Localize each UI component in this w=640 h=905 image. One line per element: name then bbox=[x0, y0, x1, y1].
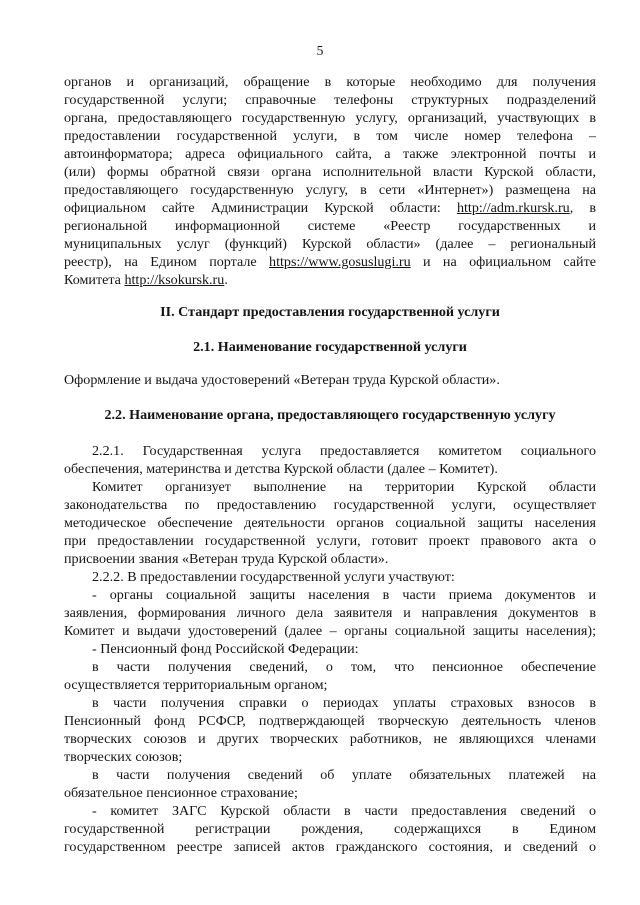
text-line: государственной регистрации рождения, содержащихся в Едином bbox=[64, 821, 596, 837]
ksokursk-link[interactable]: http://ksokursk.ru bbox=[124, 272, 225, 288]
text-segment: реестр), на Едином портале bbox=[64, 254, 270, 270]
subsection-title: 2.1. Наименование государственной услуги bbox=[193, 339, 467, 355]
text-line: предоставлении государственной услуги, в том числе номер телефона – bbox=[64, 128, 596, 144]
text-line: в части получения справки о периодах уплаты страховых взносов в bbox=[92, 695, 596, 711]
text-segment: , в bbox=[569, 200, 596, 216]
subsection-title: 2.2. Наименование органа, предоставляющего государственную услугу bbox=[104, 407, 556, 423]
text-line: государственной услуги; справочные телефоны структурных подразделений bbox=[64, 92, 596, 108]
text-line: государственном реестре записей актов гражданского состояния, и сведений о bbox=[64, 839, 596, 855]
text-line: (или) формы обратной связи органа исполнительной власти Курской области, bbox=[64, 164, 596, 180]
text-line: обеспечения, материнства и детства Курской области (далее – Комитет). bbox=[64, 461, 498, 477]
adm-rkursk-link[interactable]: http://adm.rkursk.ru bbox=[456, 200, 570, 216]
text-line: творческих союзов; bbox=[64, 749, 183, 765]
text-line: органа, предоставляющего государственную услугу, организаций, участвующих в bbox=[64, 110, 596, 126]
text-line: Пенсионный фонд РСФСР, подтверждающей творческую деятельность членов bbox=[64, 713, 596, 729]
text-line: муниципальных услуг (функций) Курской области» (далее – региональный bbox=[64, 236, 596, 252]
text-line: в части получения сведений, о том, что пенсионное обеспечение bbox=[92, 659, 596, 675]
text-line: Комитет и выдачи удостоверений (далее – органы социальной защиты населения); bbox=[64, 623, 596, 639]
text-line: заявления, формирования личного дела заявителя и направления документов в bbox=[64, 605, 596, 621]
text-line: в части получения сведений об уплате обязательных платежей на bbox=[92, 767, 596, 783]
text-line: - комитет ЗАГС Курской области в части предоставления сведений о bbox=[92, 803, 596, 819]
text-line: автоинформатора; адреса официального сайта, а также электронной почты и bbox=[64, 146, 596, 162]
text-line: Комитет организует выполнение на территории Курской области bbox=[92, 479, 596, 495]
gosuslugi-link[interactable]: https://www.gosuslugi.ru bbox=[269, 254, 411, 270]
text-line: органов и организаций, обращение в которые необходимо для получения bbox=[64, 74, 596, 90]
text-line: обязательное пенсионное страхование; bbox=[64, 785, 298, 801]
text-line bbox=[64, 271, 596, 289]
section-title: II. Стандарт предоставления государственной услуги bbox=[160, 304, 500, 320]
text-line: осуществляется территориальным органом; bbox=[64, 677, 328, 693]
text-segment: и на официальном сайте bbox=[410, 254, 596, 270]
text-line: - органы социальной защиты населения в части приема документов и bbox=[92, 587, 596, 603]
service-name-text: Оформление и выдача удостоверений «Ветеран труда Курской области». bbox=[64, 372, 500, 388]
text-line: законодательства по предоставлению государственной услуги, осуществляет bbox=[64, 497, 596, 513]
text-segment: . bbox=[224, 272, 228, 288]
text-line bbox=[64, 199, 596, 217]
text-line: методическое обеспечение деятельности органов социальной защиты населения bbox=[64, 515, 596, 531]
text-segment: Комитета bbox=[64, 272, 125, 288]
text-line: - Пенсионный фонд Российской Федерации: bbox=[92, 641, 359, 657]
text-line: присвоении звания «Ветеран труда Курской области». bbox=[64, 551, 389, 567]
page-number: 5 bbox=[316, 43, 324, 58]
text-line: при предоставлении государственной услуги, готовит проект правового акта о bbox=[64, 533, 596, 549]
text-line: творческих союзов и других творческих работников, не являющихся членами bbox=[64, 731, 596, 747]
text-line bbox=[64, 253, 596, 271]
text-line: предоставляющего государственную услугу, в сети «Интернет») размещена на bbox=[64, 182, 596, 198]
text-line: 2.2.2. В предоставлении государственной услуги участвуют: bbox=[92, 569, 455, 585]
text-line: региональной информационной системе «Реестр государственных и bbox=[64, 218, 596, 234]
text-segment: официальном сайте Администрации Курской области: bbox=[64, 200, 457, 216]
text-line: 2.2.1. Государственная услуга предоставляется комитетом социального bbox=[92, 443, 596, 459]
